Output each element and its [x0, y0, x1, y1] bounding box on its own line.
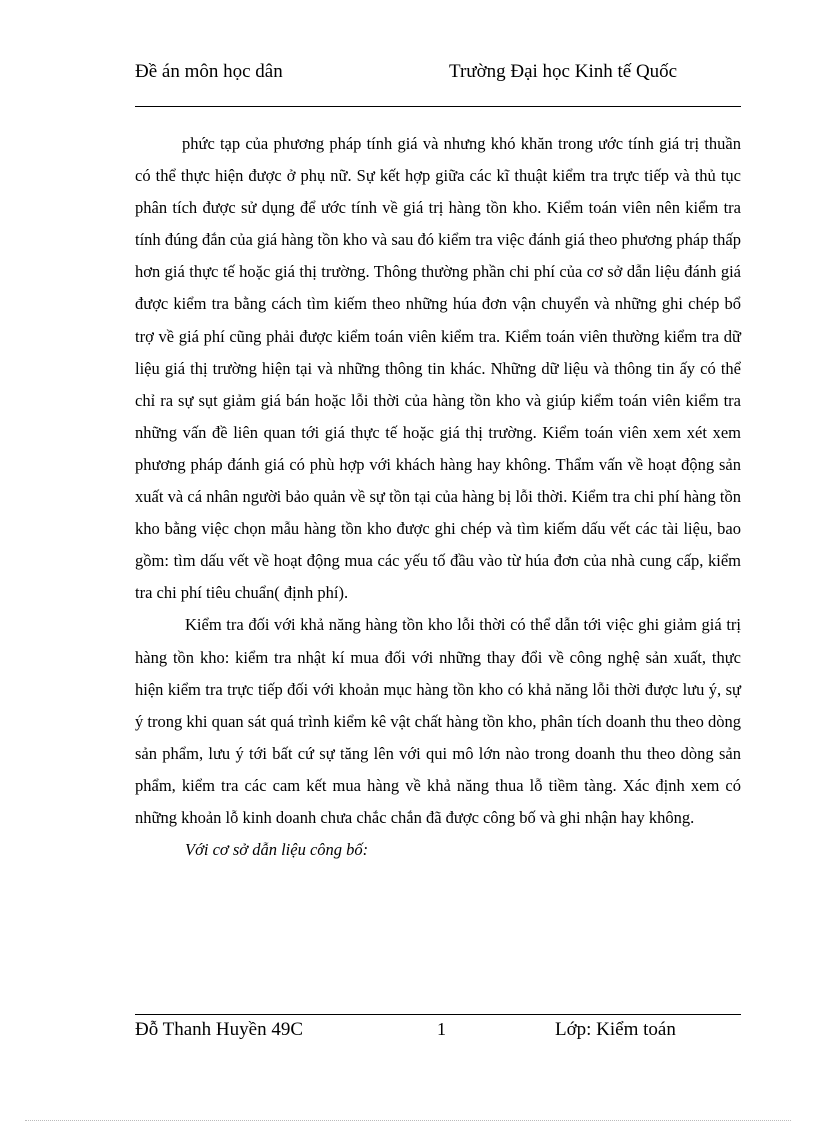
header-course-title: Đề án môn học dân — [135, 61, 283, 82]
paragraph-valuation: phức tạp của phương pháp tính giá và nhưng khó khăn trong ước tính giá trị thuần có thể thực hiện được ở phụ nữ. Sự kết hợp giữa các kĩ thuật kiểm tra trực tiếp và thủ tục phân tích được sử dụng để ước tính về giá trị hàng tồn kho. Kiểm toán viên nên kiểm tra tính đúng đắn của giá hàng tồn kho và sau đó kiểm tra việc đánh giá theo phương pháp thấp hơn giá thực tế hoặc giá thị trường. Thông thường phần chi phí của cơ sở dẫn liệu đánh giá được kiểm tra bằng cách tìm kiếm theo những húa đơn vận chuyển và những ghi chép bổ trợ về giá phí cũng phải được kiểm toán viên kiểm tra. Kiểm toán viên thường kiểm tra dữ liệu giá thị trường hiện tại và những thông tin khác. Những dữ liệu và thông tin ấy có thể chỉ ra sự sụt giảm giá bán hoặc lỗi thời của hàng tồn kho và giúp kiểm toán viên kiểm tra những vấn đề liên quan tới giá thực tế hoặc giá thị trường. Kiểm toán viên xem xét xem phương pháp đánh giá có phù hợp với khách hàng hay không. Thẩm vấn về hoạt động sản xuất và cá nhân người bảo quản về sự tồn tại của hàng bị lỗi thời. Kiểm tra chi phí hàng tồn kho bằng việc chọn mẫu hàng tồn kho được ghi chép và tìm kiếm dấu vết các tài liệu, bao gồm: tìm dấu vết về hoạt động mua các yếu tố đầu vào từ húa đơn của nhà cung cấp, kiểm tra chi phí tiêu chuẩn( định phí). — [135, 134, 741, 603]
page-number: 1 — [437, 1019, 446, 1039]
page-bottom-edge — [25, 1120, 791, 1121]
footer-author: Đỗ Thanh Huyền 49C — [135, 1019, 303, 1040]
paragraph-disclosure-heading: Với cơ sở dẫn liệu công bố: — [185, 840, 369, 860]
header-university-name: Trường Đại học Kinh tế Quốc — [449, 61, 678, 82]
footer-divider — [135, 1014, 741, 1015]
document-body — [135, 128, 741, 866]
paragraph-obsolescence: Kiểm tra đối với khả năng hàng tồn kho lỗi thời có thể dẫn tới việc ghi giảm giá trị hàng tồn kho: kiểm tra nhật kí mua đối với những thay đổi về công nghệ sản xuất, thực hiện kiểm tra trực tiếp đối với khoản mục hàng tồn kho có khả năng lỗi thời được lưu ý, sự ý trong khi quan sát quá trình kiểm kê vật chất hàng tồn kho, phân tích doanh thu theo dòng sản phẩm, lưu ý tới bất cứ sự tăng lên với qui mô lớn nào trong doanh thu theo dòng sản phẩm, kiểm tra các cam kết mua hàng về khả năng thua lỗ tiềm tàng. Xác định xem có những khoản lỗ kinh doanh chưa chắc chắn đã được công bố và ghi nhận hay không. — [135, 615, 741, 827]
page-header — [135, 58, 741, 108]
footer-class: Lớp: Kiểm toán — [555, 1019, 676, 1040]
header-divider — [135, 106, 741, 107]
page-footer — [135, 1016, 741, 1068]
